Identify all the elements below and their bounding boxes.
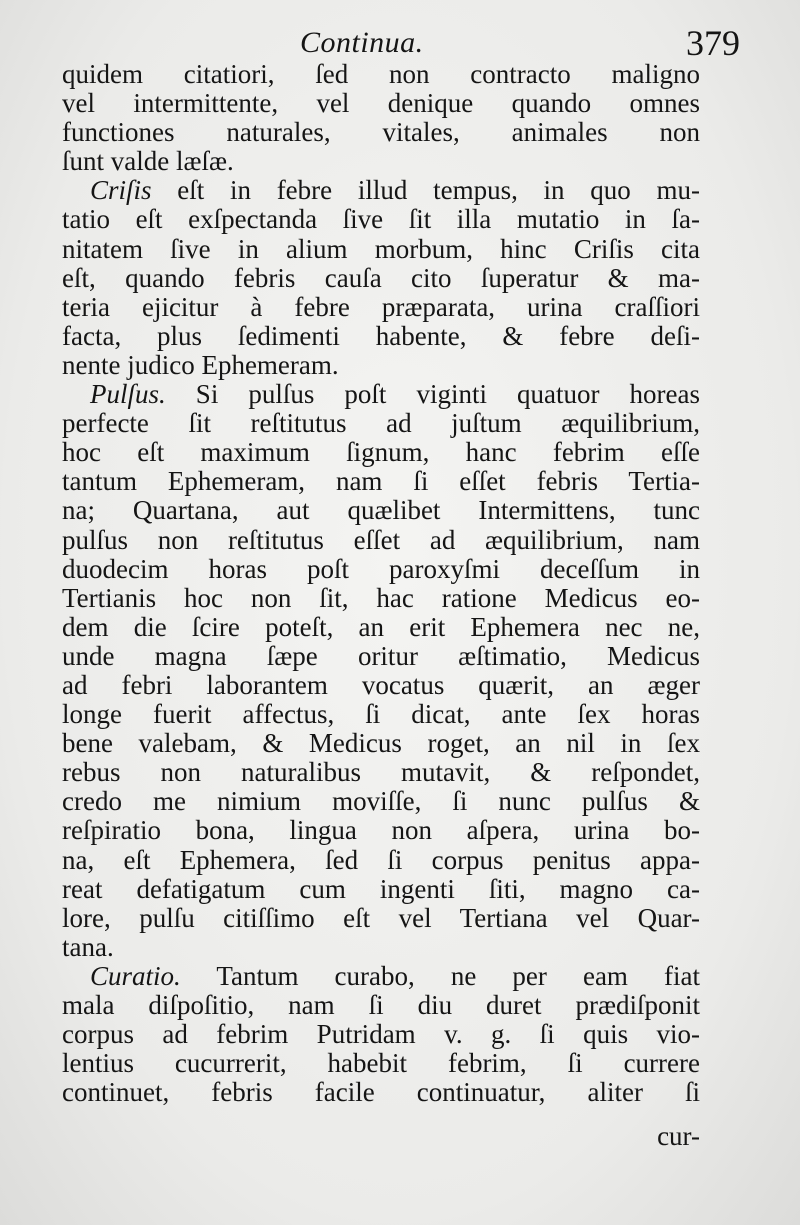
line-text: functiones naturales, vitales, animales non [62,117,700,148]
running-head: Continua. [300,26,424,59]
page-number: 379 [686,23,740,63]
line-text: nitatem ſive in alium morbum, hinc Criſis cita [62,233,700,264]
text-line [62,322,700,351]
text-line [62,962,700,991]
line-text: mala diſpoſitio, nam ſi diu duret prædiſponit [62,990,700,1020]
line-text: hoc eſt maximum ſignum, hanc febrim eſſe [62,437,700,468]
line-text: bene valebam, & Medicus roget, an nil in ſex [62,728,700,759]
section-lead: Pulſus. [90,379,166,410]
text-line [62,89,700,118]
line-text: longe fuerit affectus, ſi dicat, ante ſex horas [62,699,700,730]
text-line [62,555,700,584]
section-lead: Curatio. [90,960,181,991]
text-line [62,205,700,234]
line-text: vel intermittente, vel denique quando omnes [62,88,700,119]
text-line [62,1020,700,1049]
line-text: tana. [62,931,114,962]
text-line [62,991,700,1020]
text-line [62,264,700,293]
text-line [62,118,700,147]
text-line [62,933,700,962]
text-line [62,351,700,380]
text-line [62,293,700,322]
line-text: eſt in febre illud tempus, in quo mu- [151,175,700,206]
text-line [62,380,700,409]
text-line [62,1049,700,1078]
line-text: nente judico Ephemeram. [62,349,339,380]
text-line [62,496,700,525]
line-text: na, eſt Ephemera, ſed ſi corpus penitus appa- [62,844,700,875]
line-text: credo me nimium moviſſe, ſi nunc pulſus & [62,786,700,817]
text-line [62,816,700,845]
line-text: reat defatigatum cum ingenti ſiti, magno ca- [62,873,700,904]
text-line [62,438,700,467]
line-text: lentius cucurrerit, habebit febrim, ſi currere [62,1048,700,1079]
text-line [62,904,700,933]
text-line [62,235,700,264]
text-line [62,846,700,875]
line-text: reſpiratio bona, lingua non aſpera, urina bo- [62,815,700,846]
line-text: quidem citatiori, ſed non contracto maligno [62,59,700,89]
line-text: continuet, febris facile continuatur, aliter ſi [62,1077,700,1108]
text-line [62,176,700,205]
line-text: na; Quartana, aut quælibet Intermittens, tunc [62,495,700,526]
body-text [62,60,700,1107]
line-text: unde magna ſæpe oritur æſtimatio, Medicus [62,640,700,671]
line-text: pulſus non reſtitutus eſſet ad æquilibrium, nam [62,524,700,555]
line-text: tatio eſt exſpectanda ſive ſit illa mutatio in ſa- [62,204,700,235]
line-text: lore, pulſu citiſſimo eſt vel Tertiana vel Quar- [62,902,700,933]
text-line [62,467,700,496]
line-text: corpus ad febrim Putridam v. g. ſi quis vio- [62,1019,700,1050]
text-line [62,60,700,89]
line-text: duodecim horas poſt paroxyſmi deceſſum in [62,553,700,584]
text-line [62,787,700,816]
line-text: rebus non naturalibus mutavit, & reſpondet, [62,757,700,788]
section-lead: Criſis [90,175,152,206]
text-line [62,700,700,729]
text-line [62,1078,700,1107]
text-line [62,584,700,613]
line-text: Tantum curabo, ne per eam fiat [180,960,700,991]
line-text: ſunt valde læſæ. [62,146,234,177]
text-line [62,875,700,904]
line-text: eſt, quando febris cauſa cito ſuperatur & ma- [62,262,700,293]
line-text: teria ejicitur à febre præparata, urina craſſiori [62,291,700,322]
line-text: dem die ſcire poteſt, an erit Ephemera nec ne, [62,611,700,642]
line-text: Si pulſus poſt viginti quatuor horeas [165,379,700,410]
line-text: ad febri laborantem vocatus quærit, an æger [62,669,700,700]
text-line [62,526,700,555]
catchword: cur- [657,1121,700,1151]
text-line [62,613,700,642]
line-text: tantum Ephemeram, nam ſi eſſet febris Tertia- [62,466,700,497]
line-text: facta, plus ſedimenti habente, & febre deſi- [62,320,700,351]
line-text: perfecte ſit reſtitutus ad juſtum æquilibrium, [62,408,700,439]
text-line [62,671,700,700]
text-line [62,758,700,787]
text-line [62,409,700,438]
line-text: Tertianis hoc non ſit, hac ratione Medicus eo- [62,582,700,613]
text-line [62,147,700,176]
text-line [62,642,700,671]
text-line [62,729,700,758]
